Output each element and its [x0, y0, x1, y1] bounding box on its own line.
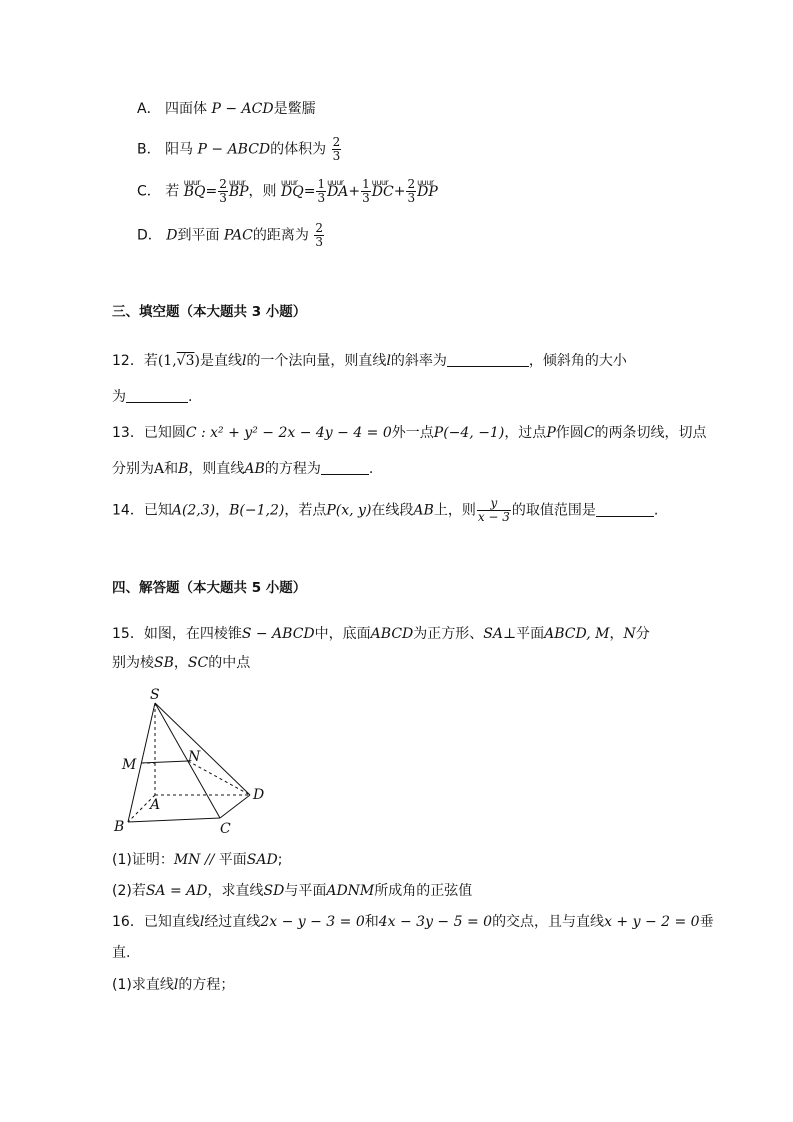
edge-bc: [128, 818, 220, 822]
option-label: A．: [137, 101, 161, 117]
question-12-cont: 为 .: [112, 389, 193, 405]
answer-blank[interactable]: [126, 388, 188, 403]
question-12: 12．若(1,√3)是直线l的一个法向量，则直线l的斜率为 ，倾斜角的大小: [112, 353, 627, 369]
question-number: 15．: [112, 626, 144, 642]
answer-blank[interactable]: [321, 460, 369, 475]
question-15: 15．如图，在四棱锥S − ABCD中，底面ABCD为正方形、SA⊥平面ABCD, M，N分: [112, 626, 650, 642]
vector-da: uuur DA: [327, 182, 348, 202]
section-heading: 四、解答题（本大题共 5 小题）: [112, 580, 307, 596]
option-a: A． 四面体 P − ACD是鳖臑: [137, 101, 316, 117]
vector-bp: uuur BP: [229, 182, 249, 202]
vertex-label-c: C: [220, 821, 231, 837]
vertex-label-n: N: [188, 749, 201, 765]
question-15-part-1: (1)证明：MN // 平面SAD;: [112, 852, 283, 868]
question-number: 16．: [112, 914, 144, 930]
edge-sd: [155, 703, 250, 795]
fraction: $\frac{2}{3}$: [407, 177, 416, 205]
vector-bq: uuur BQ: [184, 182, 206, 202]
vector-dp: uuur DP: [417, 182, 438, 202]
question-16: 16．已知直线l经过直线2x − y − 3 = 0和4x − 3y − 5 = 0的交点，且与直线x + y − 2 = 0垂: [112, 914, 714, 930]
question-14: 14．已知A(2,3)，B(−1,2)，若点P(x, y)在线段AB上，则 $\frac{y}{x - 3}$ 的取值范围是 .: [112, 496, 659, 524]
answer-blank[interactable]: [447, 352, 529, 367]
fraction: $\frac{2}{3}$: [332, 135, 341, 163]
vector-dc: uuur DC: [372, 182, 394, 202]
fraction: $\frac{2}{3}$: [219, 177, 227, 205]
question-15-cont: 别为棱SB，SC的中点: [112, 655, 251, 671]
vertex-label-a: A: [150, 797, 161, 813]
answer-blank[interactable]: [596, 502, 654, 517]
option-label: D．: [137, 227, 162, 244]
fraction: $\frac{y}{x - 3}$: [477, 496, 510, 524]
option-c: C． 若 uuur BQ= $\frac{2}{3}$ uuur BP，则 uuur DQ= $\frac{1}{3}$ uuur DA+ $\frac{1}{3}$ uuur DC+ $\frac{2}{3}$ uuur DP: [137, 178, 438, 205]
option-label: C．: [137, 183, 161, 200]
vertex-label-s: S: [150, 687, 160, 703]
vertex-label-b: B: [114, 819, 125, 835]
fraction: $\frac{1}{3}$: [317, 177, 326, 205]
option-label: B．: [137, 141, 161, 158]
question-number: 14．: [112, 502, 144, 519]
question-number: 12．: [112, 353, 144, 369]
option-d: D． D到平面 PAC的距离为 $\frac{2}{3}$: [137, 221, 323, 249]
question-number: 13．: [112, 425, 144, 441]
question-13-cont: 分别为A和B，则直线AB的方程为 .: [112, 461, 374, 477]
section-heading: 三、填空题（本大题共 3 小题）: [112, 304, 307, 320]
pyramid-figure: [110, 685, 270, 837]
fraction: $\frac{1}{3}$: [362, 177, 370, 205]
edge-cd: [220, 795, 250, 818]
question-13: 13．已知圆C : x² + y² − 2x − 4y − 4 = 0外一点P(−4, −1)，过点P作圆C的两条切线，切点: [112, 425, 707, 441]
question-15-part-2: (2)若SA = AD，求直线SD与平面ADNM所成角的正弦值: [112, 883, 473, 899]
question-16-part-1: (1)求直线l的方程；: [112, 977, 235, 993]
question-16-cont: 直.: [112, 945, 131, 961]
option-b: B． 阳马 P − ABCD的体积为 $\frac{2}{3}$: [137, 135, 341, 163]
vector-dq: uuur DQ: [281, 182, 304, 202]
vertex-label-m: M: [122, 757, 137, 773]
fraction: $\frac{2}{3}$: [315, 221, 323, 249]
vertex-label-d: D: [253, 787, 265, 803]
